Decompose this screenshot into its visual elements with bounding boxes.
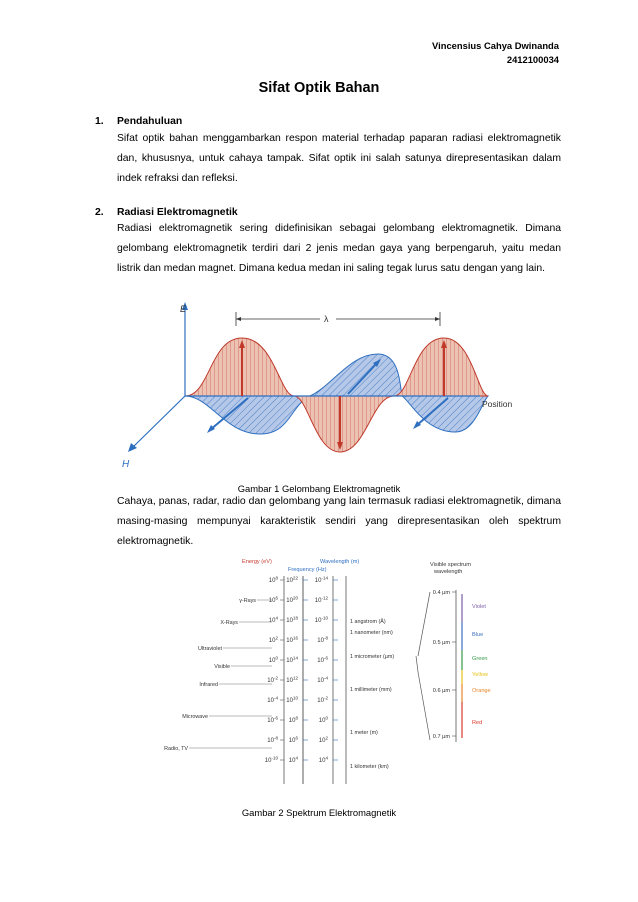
section-1-heading (95, 116, 182, 127)
visible-tick-label: 0.4 µm (432, 590, 450, 596)
energy-tick-label: $10^{-2}$ (267, 675, 278, 684)
position-axis-label: Position (482, 399, 513, 409)
figure-1-caption: Gambar 1 Gelombang Elektromagnetik (237, 483, 401, 494)
unit-label: 1 angstrom (Å) (350, 619, 386, 625)
color-label: Violet (472, 604, 486, 610)
frequency-tick-label: $10^{20}$ (286, 595, 298, 604)
wavelength-tick-label: $10^{-4}$ (317, 675, 328, 684)
color-label: Red (472, 720, 483, 726)
region-label: Radio, TV (164, 746, 188, 752)
wavelength-tick-label: $10^0$ (318, 715, 328, 724)
wavelength-tick-label: $10^{-2}$ (317, 695, 328, 704)
section-number: 1. (95, 116, 104, 127)
frequency-tick-label: $10^{10}$ (286, 695, 298, 704)
wavelength-tick-label: $10^{-14}$ (314, 575, 328, 584)
wavelength-tick-label: $10^2$ (318, 735, 328, 744)
em-wave-figure (110, 296, 530, 476)
section-number: 2. (95, 207, 104, 218)
frequency-tick-label: $10^{14}$ (286, 655, 298, 664)
e-axis-label: E (180, 304, 187, 314)
frequency-tick-label: $10^8$ (288, 715, 298, 724)
region-label: Infrared (199, 682, 218, 688)
region-label: Ultraviolet (198, 646, 222, 652)
section-2-paragraph-2: Cahaya, panas, radar, radio dan gelombang yang lain termasuk radiasi elektromagnetik, dimana masing-masing mempunyai karakteristik sendiri yang direpresentasikan oleh spektrum elektromagnetik. (117, 496, 561, 547)
energy-tick-label: $10^4$ (268, 615, 278, 624)
energy-header: Energy (eV) (242, 559, 272, 565)
visible-tick-label: 0.5 µm (432, 640, 450, 646)
energy-tick-label: $10^0$ (268, 655, 278, 664)
frequency-tick-label: $10^4$ (288, 755, 298, 764)
wavelength-tick-labels (315, 576, 338, 765)
energy-tick-label: $10^2$ (268, 635, 278, 644)
section-2-paragraph-1: Radiasi elektromagnetik sering didefinisikan sebagai gelombang elektromagnetik. Dimana gelombang elektromagnetik terdiri dari 2 jenis medan gaya yang berpengaruh, yaitu medan listrik dan medan magnet. Dimana kedua medan ini saling tegak lurus satu dengan yang lain. (117, 223, 561, 274)
frequency-tick-label: $10^{12}$ (286, 675, 298, 684)
region-labels (164, 598, 272, 752)
wavelength-tick-label: $10^{-6}$ (317, 655, 328, 664)
energy-tick-label: $10^8$ (268, 575, 278, 584)
section-2-heading (95, 207, 238, 218)
page-title: Sifat Optik Bahan (258, 80, 380, 96)
visible-tick-label: 0.7 µm (432, 734, 450, 740)
section-title: Pendahuluan (117, 116, 183, 127)
frequency-tick-labels (286, 576, 308, 765)
frequency-tick-label: $10^{16}$ (286, 635, 298, 644)
energy-tick-label: $10^{-8}$ (267, 735, 278, 744)
visible-tick-labels (433, 590, 456, 740)
wavelength-tick-label: $10^{-8}$ (317, 635, 328, 644)
frequency-tick-label: $10^{22}$ (286, 575, 298, 584)
color-label: Orange (472, 688, 491, 694)
wavelength-header: Wavelength (m) (320, 559, 360, 565)
h-axis-label: H (122, 459, 130, 470)
visible-header-1: Visible spectrum (430, 562, 471, 568)
unit-label: 1 kilometer (km) (350, 764, 389, 770)
unit-label: 1 millimeter (mm) (350, 687, 392, 693)
energy-tick-label: $10^{-4}$ (267, 695, 278, 704)
wavelength-label: λ (324, 314, 329, 324)
unit-label: 1 meter (m) (350, 730, 378, 736)
section-title: Radiasi Elektromagnetik (117, 207, 238, 218)
h-axis (132, 396, 185, 448)
em-spectrum-figure (160, 552, 520, 792)
region-label: Visible (214, 664, 230, 670)
color-label: Yellow (472, 672, 488, 678)
energy-tick-labels (265, 576, 284, 765)
region-label: γ-Rays (239, 598, 256, 604)
visible-bracket (418, 592, 430, 656)
region-label: X-Rays (220, 620, 238, 626)
visible-header-2: wavelength (434, 569, 463, 575)
frequency-tick-label: $10^{18}$ (286, 615, 298, 624)
figure-2-caption: Gambar 2 Spektrum Elektromagnetik (241, 807, 397, 818)
wavelength-tick-label: $10^4$ (318, 755, 328, 764)
energy-tick-label: $10^6$ (268, 595, 278, 604)
unit-label: 1 nanometer (nm) (350, 630, 393, 636)
author-name: Vincensius Cahya Dwinanda (432, 40, 559, 51)
color-label: Blue (472, 632, 484, 638)
visible-color-bands (462, 594, 491, 738)
unit-label: 1 micrometer (µm) (350, 654, 395, 660)
energy-tick-label: $10^{-6}$ (267, 715, 278, 724)
frequency-tick-label: $10^6$ (288, 735, 298, 744)
author-block (432, 39, 559, 67)
color-label: Green (472, 656, 488, 662)
frequency-header: Frequency (Hz) (288, 567, 327, 573)
section-1-paragraph: Sifat optik bahan menggambarkan respon material terhadap paparan radiasi elektromagnetik dan, khususnya, untuk cahaya tampak. Sifat optik ini salah satunya direpresentasikan dalam indek refraksi dan refleksi. (117, 133, 561, 184)
wavelength-tick-label: $10^{-10}$ (314, 615, 328, 624)
region-label: Microwave (182, 714, 208, 720)
energy-tick-label: $10^{-10}$ (264, 755, 278, 764)
author-id: 2412100034 (506, 54, 559, 65)
wavelength-tick-label: $10^{-12}$ (314, 595, 328, 604)
unit-labels (350, 618, 394, 770)
visible-tick-label: 0.6 µm (432, 688, 450, 694)
